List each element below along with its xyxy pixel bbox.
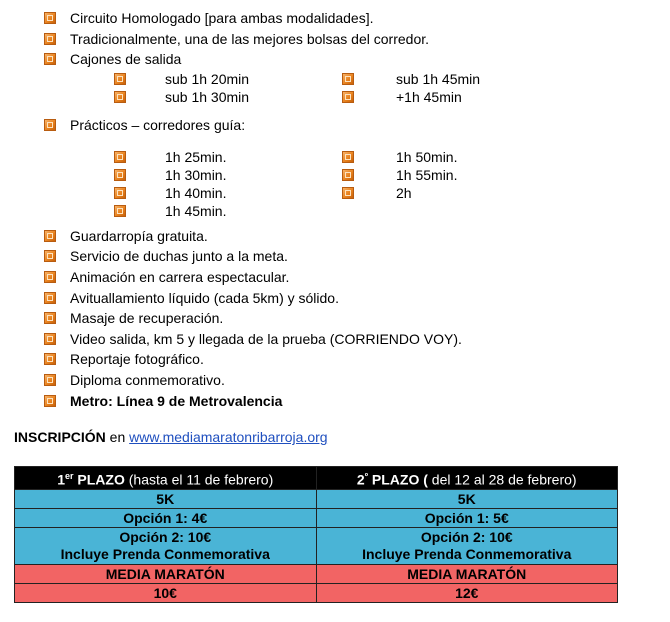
prenda-label: Incluye Prenda Conmemorativa: [60, 545, 270, 562]
plazo2-header: [316, 467, 618, 490]
plazo1-number: 1: [57, 471, 66, 488]
cajon-right: +1h 45min: [396, 89, 462, 105]
bullet-icon: [44, 53, 56, 65]
practicos-label: Prácticos – corredores guía:: [70, 117, 246, 133]
practico-left: 1h 30min.: [165, 167, 227, 183]
opcion2-label: Opción 2: 10€: [119, 528, 212, 545]
bullet-icon: [44, 119, 56, 131]
cell-opcion1-plazo2: Opción 1: 5€: [316, 508, 618, 527]
feature-text: Circuito Homologado [para ambas modalidades].: [70, 10, 374, 26]
practico-left: 1h 40min.: [165, 185, 227, 201]
feature-text: Cajones de salida: [70, 51, 182, 67]
cajon-left: sub 1h 30min: [165, 89, 250, 105]
table-row: [15, 489, 618, 508]
bullet-icon: [44, 333, 56, 345]
prenda-label: Incluye Prenda Conmemorativa: [362, 545, 572, 562]
bullet-icon: [342, 151, 354, 163]
cajon-left: sub 1h 20min: [165, 71, 250, 87]
cell-opcion2-plazo1: [15, 527, 317, 564]
bullet-icon: [44, 250, 56, 262]
feature-text: Servicio de duchas junto a la meta.: [70, 248, 288, 264]
plazo2-sup: º: [364, 471, 369, 481]
table-row: [15, 527, 618, 564]
bullet-icon: [44, 353, 56, 365]
registration-link[interactable]: www.mediamaratonribarroja.org: [129, 429, 328, 445]
inscripcion-connector: en: [105, 429, 130, 445]
bullet-icon: [44, 312, 56, 324]
plazo2-range: del 12 al 28 de febrero): [431, 471, 577, 488]
plazo1-title: PLAZO: [73, 471, 129, 488]
bullet-icon: [342, 187, 354, 199]
practico-left: 1h 45min.: [165, 203, 227, 219]
plazo2-title: PLAZO (: [368, 471, 432, 488]
cell-5k-plazo1: 5K: [15, 489, 317, 508]
cell-media-plazo2: MEDIA MARATÓN: [316, 564, 618, 583]
bullet-icon: [342, 91, 354, 103]
cell-media-plazo1: MEDIA MARATÓN: [15, 564, 317, 583]
practico-left: 1h 25min.: [165, 149, 227, 165]
plazo1-header: [15, 467, 317, 490]
cell-opcion2-plazo2: [316, 527, 618, 564]
bullet-icon: [44, 271, 56, 283]
inscripcion-label: INSCRIPCIÓN: [14, 429, 106, 445]
bullet-icon: [114, 91, 126, 103]
practico-right: 1h 55min.: [396, 167, 458, 183]
bullet-icon: [114, 205, 126, 217]
bullet-icon: [114, 169, 126, 181]
bullet-icon: [44, 292, 56, 304]
feature-text: Reportaje fotográfico.: [70, 351, 204, 367]
bullet-icon: [114, 73, 126, 85]
cell-media-price-plazo1: 10€: [15, 583, 317, 602]
table-row: [15, 508, 618, 527]
bullet-icon: [342, 169, 354, 181]
table-row: [15, 564, 618, 583]
feature-text: Tradicionalmente, una de las mejores bolsas del corredor.: [70, 31, 430, 47]
feature-text: Diploma conmemorativo.: [70, 372, 225, 388]
plazo1-range: (hasta el 11 de febrero): [128, 471, 274, 488]
feature-text: Animación en carrera espectacular.: [70, 269, 290, 285]
cell-media-price-plazo2: 12€: [316, 583, 618, 602]
fee-table: [14, 466, 618, 603]
table-header-row: [15, 467, 618, 490]
plazo1-sup: er: [65, 471, 74, 481]
plazo2-number: 2: [356, 471, 365, 488]
bullet-icon: [342, 73, 354, 85]
bullet-icon: [114, 187, 126, 199]
cell-opcion1-plazo1: Opción 1: 4€: [15, 508, 317, 527]
bullet-icon: [44, 230, 56, 242]
bullet-icon: [114, 151, 126, 163]
practico-right: 1h 50min.: [396, 149, 458, 165]
feature-text: Avituallamiento líquido (cada 5km) y sólido.: [70, 290, 339, 306]
table-row: [15, 583, 618, 602]
metro-text: Metro: Línea 9 de Metrovalencia: [70, 393, 283, 409]
cajon-right: sub 1h 45min: [396, 71, 481, 87]
inscripcion-line: [14, 427, 328, 447]
feature-text: Video salida, km 5 y llegada de la prueba (CORRIENDO VOY).: [70, 331, 462, 347]
opcion2-label: Opción 2: 10€: [420, 528, 513, 545]
bullet-icon: [44, 395, 56, 407]
feature-text: Masaje de recuperación.: [70, 310, 224, 326]
bullet-icon: [44, 12, 56, 24]
practico-right: 2h: [396, 185, 412, 201]
feature-text: Guardarropía gratuita.: [70, 228, 208, 244]
cell-5k-plazo2: 5K: [316, 489, 618, 508]
bullet-icon: [44, 33, 56, 45]
bullet-icon: [44, 374, 56, 386]
